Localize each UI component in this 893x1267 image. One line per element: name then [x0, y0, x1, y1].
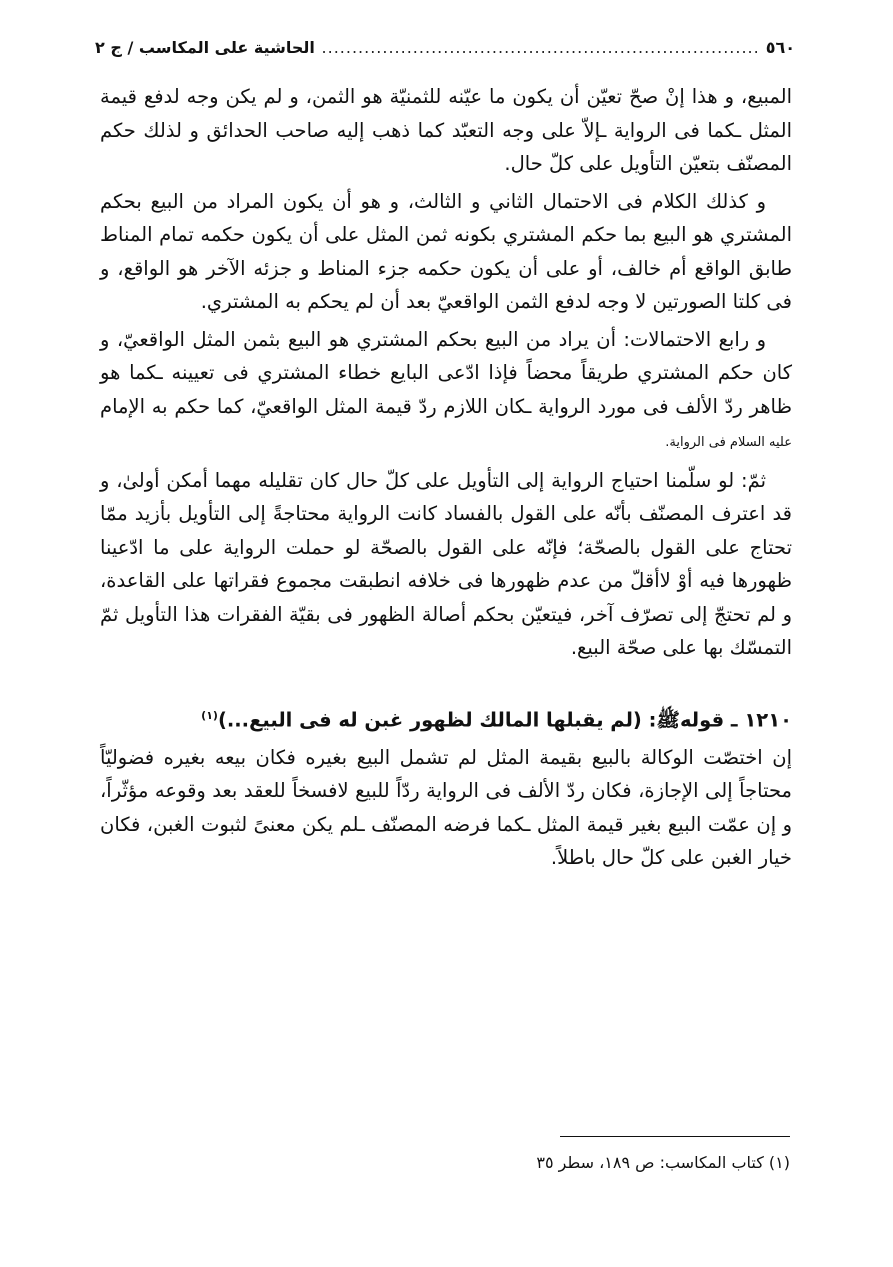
honorific-glyph: ﷺ [656, 708, 680, 731]
footnote: (١) كتاب المكاسب: ص ١٨٩، سطر ٣٥ [536, 1153, 790, 1172]
section-heading: ١٢١٠ ـ قولهﷺ: (لم يقبلها المالك لظهور غبن له فى البيع...)$^{(١)}$ [201, 708, 792, 731]
section-label: قوله [679, 708, 725, 731]
imam-honorific-note: عليه السلام فى الرواية. [665, 435, 792, 450]
header-leader-dots [321, 38, 760, 57]
paragraph-2: و كذلك الكلام فى الاحتمال الثاني و الثالث، و هو أن يكون المراد من البيع بحكم المشتري هو البيع بما حكم المشتري بكونه ثمن المثل على أن يكون حكمه تمام المناط طابق الواقع أم خالف، أو على أن يكون حكمه جزء المناط و جزئه الآخر هو الواقع، و فى كلتا الصورتين لا وجه لدفع الثمن الواقعيّ بعد أن لم يحكم به المشتري. [100, 189, 792, 313]
paragraph-4: ثمّ: لو سلّمنا احتياج الرواية إلى التأويل على كلّ حال كان تقليله مهما أمكن أولىٰ، و قد اعترف المصنّف بأنّه على القول بالفساد كانت الرواية محتاجةً إلى التأويل بأزيد ممّا تحتاج على القول بالصحّة؛ فإنّه على القول بالصحّة لو حملت الرواية على ما ادّعينا ظهورها فيه أوْ لاأقلّ من عدم ظهورها فى خلافه انطبقت مجموع فقراتها على القاعدة، و لم تحتجّ إلى تصرّف آخر، فيتعيّن بحكم أصالة الظهور فى بقيّة الفقرات هذا التأويل ثمّ التمسّك بها على صحّة البيع. [100, 468, 792, 659]
section-text: إن اختصّت الوكالة بالبيع بقيمة المثل لم تشمل البيع بغيره فكان بيعه بغيره فضوليّاً محتاجاً إلى الإجازة، فكان ردّ الألف فى الرواية ردّاً للبيع لافسخاً للعقد بعد وقوعه مؤثّراً، و إن عمّت البيع بغير قيمة المثل ـكما فرضه المصنّف ـلم يكن معنىً لثبوت الغبن، فكان خيار الغبن على كلّ حال باطلاً. [100, 745, 792, 869]
main-text [100, 80, 792, 879]
footnote-rule [560, 1136, 790, 1137]
page-number: ٥٦٠ [765, 37, 795, 57]
footnote-marker[interactable]: (١) [201, 708, 218, 722]
section-number: ١٢١٠ [744, 708, 792, 731]
paragraph-3 [100, 323, 792, 460]
page-header [95, 30, 795, 64]
running-title: الحاشية على المكاسب / ج ٢ [95, 37, 315, 57]
paragraph-3-text: و رابع الاحتمالات: أن يراد من البيع بحكم المشتري هو البيع بثمن المثل الواقعيّ، و كان حكم المشتري طريقاً محضاً فإذا ادّعى البايع خطاء المشتري فى تعيينه ـكما هو ظاهر ردّ الألف فى مورد الرواية ـكان اللازم ردّ قيمة المثل الواقعيّ، كما حكم به الإمام [100, 327, 792, 418]
paragraph-1: المبيع، و هذا إنْ صحّ تعيّن أن يكون ما عيّنه للثمنيّة هو الثمن، و لم يكن وجه لدفع قيمة المثل ـكما فى الرواية ـإلاّ على وجه التعبّد كما ذهب إليه صاحب الحدائق و لذلك حكم المصنّف بتعيّن التأويل على كلّ حال. [100, 85, 792, 175]
section-quote: : (لم يقبلها المالك لظهور غبن له فى البيع...) [217, 708, 657, 731]
